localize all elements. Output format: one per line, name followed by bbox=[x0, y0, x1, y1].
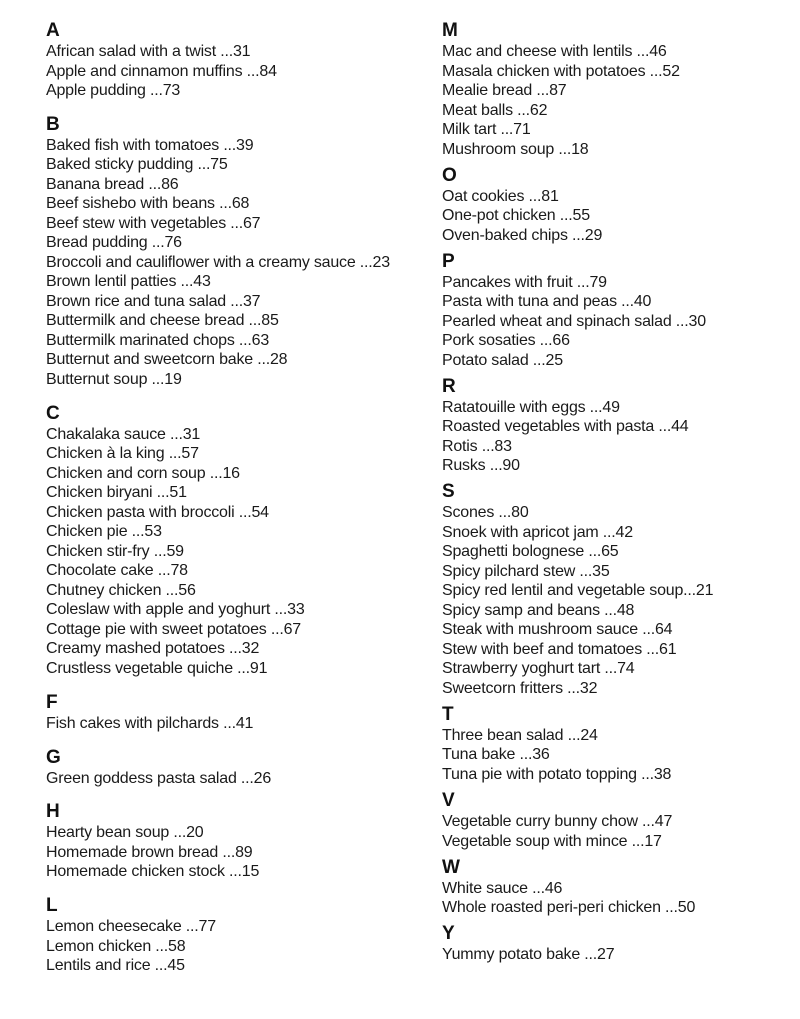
recipe-entry: Buttermilk and cheese bread ...85 bbox=[46, 312, 279, 330]
recipe-entry: Fish cakes with pilchards ...41 bbox=[46, 714, 254, 732]
recipe-entry: Tuna bake ...36 bbox=[442, 746, 550, 764]
recipe-entry-list bbox=[46, 42, 426, 101]
recipe-entry: Coleslaw with apple and yoghurt ...33 bbox=[46, 601, 305, 619]
index-section-h bbox=[46, 801, 426, 882]
recipe-entry: One-pot chicken ...55 bbox=[442, 207, 590, 225]
recipe-entry: Rusks ...90 bbox=[442, 457, 520, 475]
recipe-entry: Mushroom soup ...18 bbox=[442, 140, 589, 158]
recipe-entry: Chakalaka sauce ...31 bbox=[46, 425, 201, 443]
recipe-entry: Beef sishebo with beans ...68 bbox=[46, 195, 250, 213]
recipe-entry: Steak with mushroom sauce ...64 bbox=[442, 621, 673, 639]
recipe-entry: Spaghetti bolognese ...65 bbox=[442, 543, 619, 561]
index-column-left bbox=[46, 20, 426, 976]
recipe-entry: Pasta with tuna and peas ...40 bbox=[442, 293, 652, 311]
recipe-entry: Tuna pie with potato topping ...38 bbox=[442, 765, 672, 783]
recipe-entry-list bbox=[442, 945, 787, 965]
recipe-entry: Brown rice and tuna salad ...37 bbox=[46, 292, 261, 310]
recipe-entry: Chocolate cake ...78 bbox=[46, 562, 188, 580]
recipe-entry-list bbox=[46, 917, 426, 976]
index-section-y bbox=[442, 923, 787, 965]
recipe-entry: Strawberry yoghurt tart ...74 bbox=[442, 660, 635, 678]
section-letter-heading: T bbox=[442, 703, 454, 725]
index-section-a bbox=[46, 20, 426, 101]
recipe-entry-list bbox=[46, 714, 426, 734]
index-section-l bbox=[46, 895, 426, 976]
recipe-entry: Scones ...80 bbox=[442, 504, 529, 522]
recipe-entry: Butternut and sweetcorn bake ...28 bbox=[46, 351, 288, 369]
section-letter-heading: Y bbox=[442, 923, 455, 945]
recipe-entry: Baked fish with tomatoes ...39 bbox=[46, 136, 254, 154]
recipe-entry: Homemade brown bread ...89 bbox=[46, 843, 253, 861]
recipe-entry: Buttermilk marinated chops ...63 bbox=[46, 331, 270, 349]
recipe-entry: Chicken biryani ...51 bbox=[46, 484, 187, 502]
recipe-entry: Brown lentil patties ...43 bbox=[46, 273, 211, 291]
index-section-t bbox=[442, 704, 787, 785]
recipe-entry: Three bean salad ...24 bbox=[442, 726, 598, 744]
recipe-entry-list bbox=[46, 823, 426, 882]
index-section-r bbox=[442, 376, 787, 476]
recipe-entry: Ratatouille with eggs ...49 bbox=[442, 398, 620, 416]
recipe-entry: Mealie bread ...87 bbox=[442, 82, 567, 99]
recipe-entry: Butternut soup ...19 bbox=[46, 370, 182, 388]
recipe-entry-list bbox=[442, 273, 787, 371]
recipe-entry: Lemon cheesecake ...77 bbox=[46, 918, 216, 936]
recipe-entry: Vegetable soup with mince ...17 bbox=[442, 832, 662, 850]
recipe-entry: Meat balls ...62 bbox=[442, 101, 548, 119]
recipe-entry: Crustless vegetable quiche ...91 bbox=[46, 659, 268, 677]
recipe-entry: Hearty bean soup ...20 bbox=[46, 824, 204, 842]
recipe-entry: Lemon chicken ...58 bbox=[46, 937, 186, 955]
index-section-w bbox=[442, 857, 787, 918]
recipe-entry: Spicy samp and beans ...48 bbox=[442, 601, 635, 619]
section-letter-heading: A bbox=[46, 20, 60, 41]
recipe-entry: Stew with beef and tomatoes ...61 bbox=[442, 640, 677, 658]
recipe-entry: African salad with a twist ...31 bbox=[46, 43, 251, 60]
recipe-entry: Broccoli and cauliflower with a creamy sauce ...23 bbox=[46, 253, 390, 271]
index-section-b bbox=[46, 114, 426, 390]
recipe-entry: Masala chicken with potatoes ...52 bbox=[442, 62, 680, 80]
index-section-g bbox=[46, 747, 426, 789]
recipe-entry: Rotis ...83 bbox=[442, 437, 512, 455]
section-letter-heading: H bbox=[46, 801, 60, 823]
recipe-entry: Mac and cheese with lentils ...46 bbox=[442, 43, 667, 60]
index-section-m bbox=[442, 20, 787, 159]
index-section-o bbox=[442, 165, 787, 246]
section-letter-heading: F bbox=[46, 691, 58, 713]
index-column-right bbox=[442, 20, 787, 965]
recipe-entry: Apple and cinnamon muffins ...84 bbox=[46, 62, 277, 80]
recipe-entry: Potato salad ...25 bbox=[442, 351, 563, 369]
recipe-entry-list bbox=[46, 136, 426, 390]
index-section-c bbox=[46, 403, 426, 679]
recipe-entry: Pork sosaties ...66 bbox=[442, 332, 570, 350]
recipe-entry: Baked sticky pudding ...75 bbox=[46, 156, 228, 174]
recipe-entry: Vegetable curry bunny chow ...47 bbox=[442, 813, 673, 831]
recipe-entry: Lentils and rice ...45 bbox=[46, 957, 185, 975]
section-letter-heading: M bbox=[442, 20, 458, 41]
recipe-entry: Milk tart ...71 bbox=[442, 121, 531, 138]
section-letter-heading: S bbox=[442, 481, 455, 503]
recipe-entry: Bread pudding ...76 bbox=[46, 234, 182, 252]
recipe-entry: Snoek with apricot jam ...42 bbox=[442, 523, 633, 541]
section-letter-heading: W bbox=[442, 856, 460, 878]
recipe-entry-list bbox=[46, 769, 426, 789]
recipe-entry-list bbox=[442, 398, 787, 476]
recipe-entry-list bbox=[442, 503, 787, 698]
recipe-entry: Chicken pie ...53 bbox=[46, 523, 162, 541]
recipe-entry: Chicken pasta with broccoli ...54 bbox=[46, 503, 269, 521]
section-letter-heading: B bbox=[46, 113, 60, 135]
recipe-entry: Oat cookies ...81 bbox=[442, 187, 559, 205]
recipe-entry: Spicy pilchard stew ...35 bbox=[442, 562, 610, 580]
recipe-entry-list bbox=[442, 726, 787, 785]
recipe-entry: Chicken à la king ...57 bbox=[46, 445, 199, 463]
recipe-entry: Chicken stir-fry ...59 bbox=[46, 542, 184, 560]
recipe-entry: Whole roasted peri-peri chicken ...50 bbox=[442, 899, 696, 917]
recipe-entry: Chicken and corn soup ...16 bbox=[46, 464, 240, 482]
recipe-entry: Spicy red lentil and vegetable soup...21 bbox=[442, 582, 714, 600]
recipe-entry: Banana bread ...86 bbox=[46, 175, 179, 193]
recipe-entry: Roasted vegetables with pasta ...44 bbox=[442, 418, 689, 436]
index-section-p bbox=[442, 251, 787, 371]
section-letter-heading: O bbox=[442, 164, 457, 186]
section-letter-heading: C bbox=[46, 402, 60, 424]
section-letter-heading: P bbox=[442, 250, 455, 272]
recipe-entry: Creamy mashed potatoes ...32 bbox=[46, 640, 260, 658]
section-letter-heading: R bbox=[442, 375, 456, 397]
index-section-v bbox=[442, 790, 787, 851]
index-section-s bbox=[442, 481, 787, 698]
recipe-entry: Apple pudding ...73 bbox=[46, 82, 181, 99]
recipe-entry-list bbox=[442, 187, 787, 246]
recipe-entry: Oven-baked chips ...29 bbox=[442, 226, 603, 244]
recipe-entry: White sauce ...46 bbox=[442, 879, 563, 897]
recipe-entry: Green goddess pasta salad ...26 bbox=[46, 769, 272, 787]
recipe-entry-list bbox=[46, 425, 426, 679]
section-letter-heading: L bbox=[46, 895, 58, 917]
recipe-entry-list bbox=[442, 42, 787, 159]
recipe-entry: Sweetcorn fritters ...32 bbox=[442, 679, 598, 697]
recipe-entry: Yummy potato bake ...27 bbox=[442, 946, 615, 964]
recipe-entry: Homemade chicken stock ...15 bbox=[46, 863, 260, 881]
recipe-entry: Chutney chicken ...56 bbox=[46, 581, 196, 599]
recipe-entry-list bbox=[442, 879, 787, 918]
recipe-entry: Pearled wheat and spinach salad ...30 bbox=[442, 312, 706, 330]
recipe-entry: Cottage pie with sweet potatoes ...67 bbox=[46, 620, 301, 638]
recipe-entry: Beef stew with vegetables ...67 bbox=[46, 214, 261, 232]
index-section-f bbox=[46, 692, 426, 734]
recipe-entry-list bbox=[442, 812, 787, 851]
section-letter-heading: G bbox=[46, 746, 61, 768]
section-letter-heading: V bbox=[442, 790, 455, 812]
recipe-entry: Pancakes with fruit ...79 bbox=[442, 273, 607, 291]
